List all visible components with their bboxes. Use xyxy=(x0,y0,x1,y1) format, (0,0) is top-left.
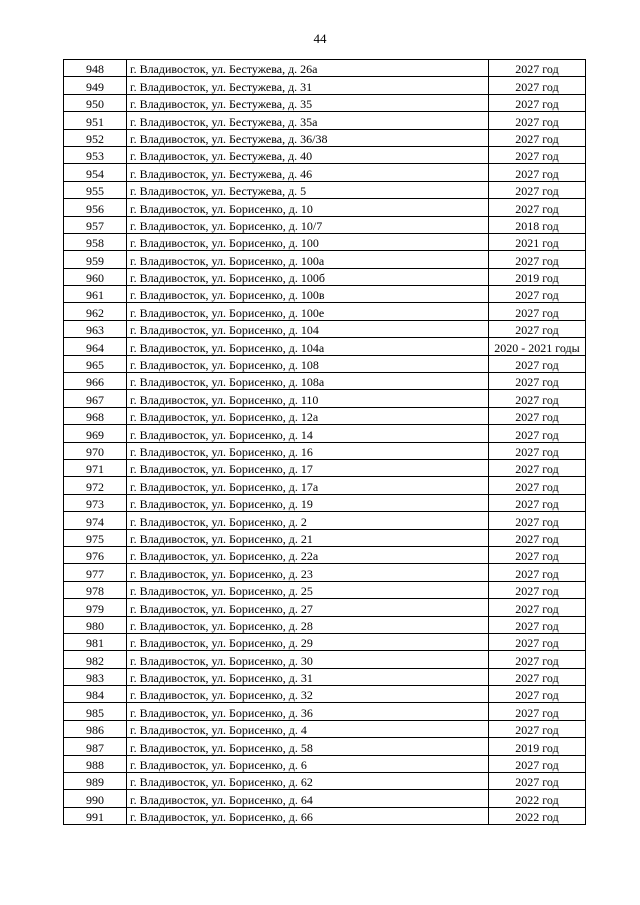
year-cell: 2027 год xyxy=(489,286,586,303)
row-number-cell: 974 xyxy=(64,512,127,529)
year-cell: 2027 год xyxy=(489,181,586,198)
address-cell: г. Владивосток, ул. Борисенко, д. 4 xyxy=(127,720,489,737)
row-number-cell: 966 xyxy=(64,373,127,390)
table-row xyxy=(64,512,586,529)
address-cell: г. Владивосток, ул. Борисенко, д. 62 xyxy=(127,773,489,790)
row-number-cell: 975 xyxy=(64,529,127,546)
address-cell: г. Владивосток, ул. Борисенко, д. 12а xyxy=(127,407,489,424)
year-cell: 2027 год xyxy=(489,616,586,633)
year-cell: 2027 год xyxy=(489,146,586,163)
table-row xyxy=(64,355,586,372)
address-cell: г. Владивосток, ул. Бестужева, д. 35 xyxy=(127,94,489,111)
table-row xyxy=(64,686,586,703)
table-row xyxy=(64,146,586,163)
table-row xyxy=(64,529,586,546)
row-number-cell: 958 xyxy=(64,233,127,250)
year-cell: 2027 год xyxy=(489,581,586,598)
row-number-cell: 959 xyxy=(64,251,127,268)
address-cell: г. Владивосток, ул. Борисенко, д. 17 xyxy=(127,459,489,476)
year-cell: 2027 год xyxy=(489,77,586,94)
table-row xyxy=(64,459,586,476)
row-number-cell: 950 xyxy=(64,94,127,111)
table-row xyxy=(64,60,586,77)
year-cell: 2027 год xyxy=(489,112,586,129)
table-row xyxy=(64,581,586,598)
table-row xyxy=(64,564,586,581)
year-cell: 2027 год xyxy=(489,320,586,337)
address-cell: г. Владивосток, ул. Бестужева, д. 31 xyxy=(127,77,489,94)
year-cell: 2027 год xyxy=(489,477,586,494)
row-number-cell: 991 xyxy=(64,807,127,824)
year-cell: 2027 год xyxy=(489,546,586,563)
address-cell: г. Владивосток, ул. Борисенко, д. 2 xyxy=(127,512,489,529)
address-cell: г. Владивосток, ул. Борисенко, д. 14 xyxy=(127,425,489,442)
address-cell: г. Владивосток, ул. Борисенко, д. 31 xyxy=(127,668,489,685)
table-row xyxy=(64,373,586,390)
table-body xyxy=(64,60,586,825)
address-cell: г. Владивосток, ул. Борисенко, д. 29 xyxy=(127,633,489,650)
table-row xyxy=(64,668,586,685)
table-row xyxy=(64,442,586,459)
row-number-cell: 961 xyxy=(64,286,127,303)
year-cell: 2027 год xyxy=(489,755,586,772)
row-number-cell: 965 xyxy=(64,355,127,372)
row-number-cell: 983 xyxy=(64,668,127,685)
year-cell: 2027 год xyxy=(489,564,586,581)
address-cell: г. Владивосток, ул. Борисенко, д. 100б xyxy=(127,268,489,285)
address-cell: г. Владивосток, ул. Борисенко, д. 110 xyxy=(127,390,489,407)
address-cell: г. Владивосток, ул. Борисенко, д. 66 xyxy=(127,807,489,824)
address-cell: г. Владивосток, ул. Борисенко, д. 23 xyxy=(127,564,489,581)
table-row xyxy=(64,181,586,198)
address-cell: г. Владивосток, ул. Борисенко, д. 25 xyxy=(127,581,489,598)
table-row xyxy=(64,720,586,737)
table-row xyxy=(64,425,586,442)
row-number-cell: 963 xyxy=(64,320,127,337)
row-number-cell: 964 xyxy=(64,338,127,355)
address-cell: г. Владивосток, ул. Бестужева, д. 36/38 xyxy=(127,129,489,146)
address-cell: г. Владивосток, ул. Борисенко, д. 100в xyxy=(127,286,489,303)
table-row xyxy=(64,338,586,355)
year-cell: 2027 год xyxy=(489,251,586,268)
year-cell: 2027 год xyxy=(489,60,586,77)
row-number-cell: 968 xyxy=(64,407,127,424)
row-number-cell: 952 xyxy=(64,129,127,146)
address-cell: г. Владивосток, ул. Борисенко, д. 100е xyxy=(127,303,489,320)
address-cell: г. Владивосток, ул. Борисенко, д. 17а xyxy=(127,477,489,494)
address-cell: г. Владивосток, ул. Борисенко, д. 28 xyxy=(127,616,489,633)
row-number-cell: 949 xyxy=(64,77,127,94)
table-row xyxy=(64,268,586,285)
table-row xyxy=(64,286,586,303)
table-row xyxy=(64,303,586,320)
address-cell: г. Владивосток, ул. Борисенко, д. 27 xyxy=(127,599,489,616)
row-number-cell: 986 xyxy=(64,720,127,737)
table-row xyxy=(64,546,586,563)
row-number-cell: 987 xyxy=(64,738,127,755)
row-number-cell: 976 xyxy=(64,546,127,563)
year-cell: 2027 год xyxy=(489,129,586,146)
year-cell: 2027 год xyxy=(489,164,586,181)
address-cell: г. Владивосток, ул. Борисенко, д. 22а xyxy=(127,546,489,563)
address-cell: г. Владивосток, ул. Борисенко, д. 30 xyxy=(127,651,489,668)
table-row xyxy=(64,651,586,668)
table-row xyxy=(64,494,586,511)
year-cell: 2018 год xyxy=(489,216,586,233)
address-cell: г. Владивосток, ул. Борисенко, д. 58 xyxy=(127,738,489,755)
table-row xyxy=(64,807,586,824)
address-cell: г. Владивосток, ул. Бестужева, д. 5 xyxy=(127,181,489,198)
year-cell: 2027 год xyxy=(489,686,586,703)
address-schedule-table xyxy=(63,59,586,825)
table-row xyxy=(64,790,586,807)
year-cell: 2027 год xyxy=(489,442,586,459)
address-cell: г. Владивосток, ул. Бестужева, д. 46 xyxy=(127,164,489,181)
table-row xyxy=(64,703,586,720)
table-row xyxy=(64,112,586,129)
year-cell: 2027 год xyxy=(489,599,586,616)
year-cell: 2021 год xyxy=(489,233,586,250)
row-number-cell: 973 xyxy=(64,494,127,511)
year-cell: 2027 год xyxy=(489,390,586,407)
address-cell: г. Владивосток, ул. Бестужева, д. 26а xyxy=(127,60,489,77)
year-cell: 2027 год xyxy=(489,199,586,216)
table-row xyxy=(64,216,586,233)
address-cell: г. Владивосток, ул. Борисенко, д. 100 xyxy=(127,233,489,250)
address-cell: г. Владивосток, ул. Борисенко, д. 104 xyxy=(127,320,489,337)
table-row xyxy=(64,599,586,616)
row-number-cell: 948 xyxy=(64,60,127,77)
table-row xyxy=(64,199,586,216)
address-cell: г. Владивосток, ул. Борисенко, д. 21 xyxy=(127,529,489,546)
address-cell: г. Владивосток, ул. Борисенко, д. 108а xyxy=(127,373,489,390)
table-row xyxy=(64,738,586,755)
year-cell: 2027 год xyxy=(489,425,586,442)
address-cell: г. Владивосток, ул. Борисенко, д. 108 xyxy=(127,355,489,372)
table-row xyxy=(64,616,586,633)
year-cell: 2027 год xyxy=(489,94,586,111)
row-number-cell: 985 xyxy=(64,703,127,720)
row-number-cell: 967 xyxy=(64,390,127,407)
address-cell: г. Владивосток, ул. Борисенко, д. 36 xyxy=(127,703,489,720)
year-cell: 2027 год xyxy=(489,512,586,529)
year-cell: 2027 год xyxy=(489,459,586,476)
page-number: 44 xyxy=(313,31,327,46)
table-row xyxy=(64,407,586,424)
year-cell: 2027 год xyxy=(489,407,586,424)
year-cell: 2019 год xyxy=(489,738,586,755)
row-number-cell: 954 xyxy=(64,164,127,181)
year-cell: 2027 год xyxy=(489,529,586,546)
year-cell: 2019 год xyxy=(489,268,586,285)
row-number-cell: 980 xyxy=(64,616,127,633)
table-row xyxy=(64,477,586,494)
row-number-cell: 960 xyxy=(64,268,127,285)
row-number-cell: 990 xyxy=(64,790,127,807)
table-row xyxy=(64,320,586,337)
row-number-cell: 984 xyxy=(64,686,127,703)
address-cell: г. Владивосток, ул. Борисенко, д. 10/7 xyxy=(127,216,489,233)
table-row xyxy=(64,233,586,250)
row-number-cell: 951 xyxy=(64,112,127,129)
table-row xyxy=(64,251,586,268)
row-number-cell: 957 xyxy=(64,216,127,233)
table-row xyxy=(64,77,586,94)
address-cell: г. Владивосток, ул. Борисенко, д. 104а xyxy=(127,338,489,355)
year-cell: 2027 год xyxy=(489,703,586,720)
year-cell: 2027 год xyxy=(489,373,586,390)
row-number-cell: 982 xyxy=(64,651,127,668)
year-cell: 2027 год xyxy=(489,668,586,685)
row-number-cell: 989 xyxy=(64,773,127,790)
table-row xyxy=(64,390,586,407)
table-row xyxy=(64,755,586,772)
row-number-cell: 972 xyxy=(64,477,127,494)
row-number-cell: 962 xyxy=(64,303,127,320)
address-cell: г. Владивосток, ул. Бестужева, д. 40 xyxy=(127,146,489,163)
row-number-cell: 978 xyxy=(64,581,127,598)
address-cell: г. Владивосток, ул. Бестужева, д. 35а xyxy=(127,112,489,129)
row-number-cell: 969 xyxy=(64,425,127,442)
year-cell: 2022 год xyxy=(489,790,586,807)
address-cell: г. Владивосток, ул. Борисенко, д. 10 xyxy=(127,199,489,216)
table-row xyxy=(64,129,586,146)
address-cell: г. Владивосток, ул. Борисенко, д. 64 xyxy=(127,790,489,807)
year-cell: 2022 год xyxy=(489,807,586,824)
table-row xyxy=(64,773,586,790)
address-cell: г. Владивосток, ул. Борисенко, д. 32 xyxy=(127,686,489,703)
year-cell: 2027 год xyxy=(489,355,586,372)
table-row xyxy=(64,164,586,181)
table-row xyxy=(64,94,586,111)
address-cell: г. Владивосток, ул. Борисенко, д. 100а xyxy=(127,251,489,268)
year-cell: 2027 год xyxy=(489,494,586,511)
row-number-cell: 956 xyxy=(64,199,127,216)
year-cell: 2027 год xyxy=(489,773,586,790)
row-number-cell: 955 xyxy=(64,181,127,198)
row-number-cell: 977 xyxy=(64,564,127,581)
year-cell: 2020 - 2021 годы xyxy=(489,338,586,355)
year-cell: 2027 год xyxy=(489,651,586,668)
year-cell: 2027 год xyxy=(489,720,586,737)
year-cell: 2027 год xyxy=(489,633,586,650)
row-number-cell: 970 xyxy=(64,442,127,459)
address-cell: г. Владивосток, ул. Борисенко, д. 19 xyxy=(127,494,489,511)
address-cell: г. Владивосток, ул. Борисенко, д. 6 xyxy=(127,755,489,772)
row-number-cell: 971 xyxy=(64,459,127,476)
address-cell: г. Владивосток, ул. Борисенко, д. 16 xyxy=(127,442,489,459)
row-number-cell: 953 xyxy=(64,146,127,163)
row-number-cell: 988 xyxy=(64,755,127,772)
row-number-cell: 981 xyxy=(64,633,127,650)
row-number-cell: 979 xyxy=(64,599,127,616)
table-row xyxy=(64,633,586,650)
year-cell: 2027 год xyxy=(489,303,586,320)
